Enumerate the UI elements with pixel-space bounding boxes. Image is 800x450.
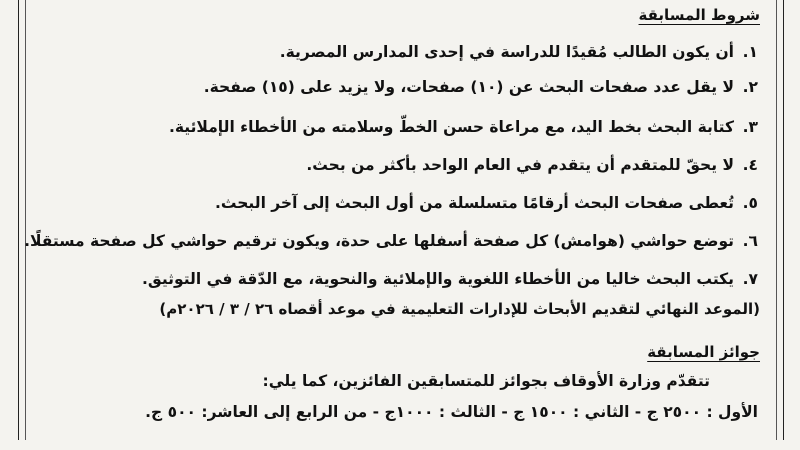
- prizes-list: الأول : ٢٥٠٠ ج - الثاني : ١٥٠٠ ج - الثالث : ١٠٠٠ج - من الرابع إلى العاشر: ٥٠٠ ج.: [145, 403, 758, 421]
- condition-item-5: [215, 194, 758, 212]
- condition-item-7: [142, 270, 758, 288]
- condition-number: ٦.: [742, 232, 758, 250]
- condition-item-4: [306, 156, 758, 174]
- deadline-note: (الموعد النهائي لتقديم الأبحاث للإدارات التعليمية في موعد أقصاه ٢٦ / ٣ / ٢٠٢٦م): [159, 300, 760, 318]
- prizes-heading: جوائز المسابقة: [647, 343, 760, 361]
- conditions-heading: شروط المسابقة: [638, 6, 760, 24]
- condition-text: تُعطى صفحات البحث أرقامًا متسلسلة من أول البحث إلى آخر البحث.: [214, 194, 734, 212]
- condition-number: ٢.: [742, 78, 758, 96]
- prizes-intro: تتقدّم وزارة الأوقاف بجوائز للمتسابقين الفائزين، كما يلي:: [262, 372, 710, 390]
- condition-text: لا يحقّ للمتقدم أن يتقدم في العام الواحد بأكثر من بحث.: [306, 156, 734, 174]
- condition-item-6: [24, 232, 758, 250]
- condition-item-3: [169, 118, 758, 136]
- condition-number: ٣.: [742, 118, 758, 136]
- condition-text: توضع حواشي (هوامش) كل صفحة أسفلها على حدة، ويكون ترقيم حواشي كل صفحة مستقلًا.: [24, 232, 734, 250]
- condition-number: ٥.: [742, 194, 758, 212]
- condition-item-1: [280, 43, 758, 61]
- condition-text: يكتب البحث خاليا من الأخطاء اللغوية والإملائية والنحوية، مع الدّقة في التوثيق.: [141, 270, 734, 288]
- document-page: [24, 0, 770, 450]
- condition-number: ٤.: [742, 156, 758, 174]
- condition-number: ٧.: [742, 270, 758, 288]
- condition-number: ١.: [742, 43, 758, 61]
- condition-item-2: [204, 78, 758, 96]
- condition-text: أن يكون الطالب مُقيدًا للدراسة في إحدى المدارس المصرية.: [279, 43, 734, 61]
- condition-text: كتابة البحث بخط اليد، مع مراعاة حسن الخطّ وسلامته من الأخطاء الإملائية.: [169, 118, 734, 136]
- condition-text: لا يقل عدد صفحات البحث عن (١٠) صفحات، ولا يزيد على (١٥) صفحة.: [203, 78, 734, 96]
